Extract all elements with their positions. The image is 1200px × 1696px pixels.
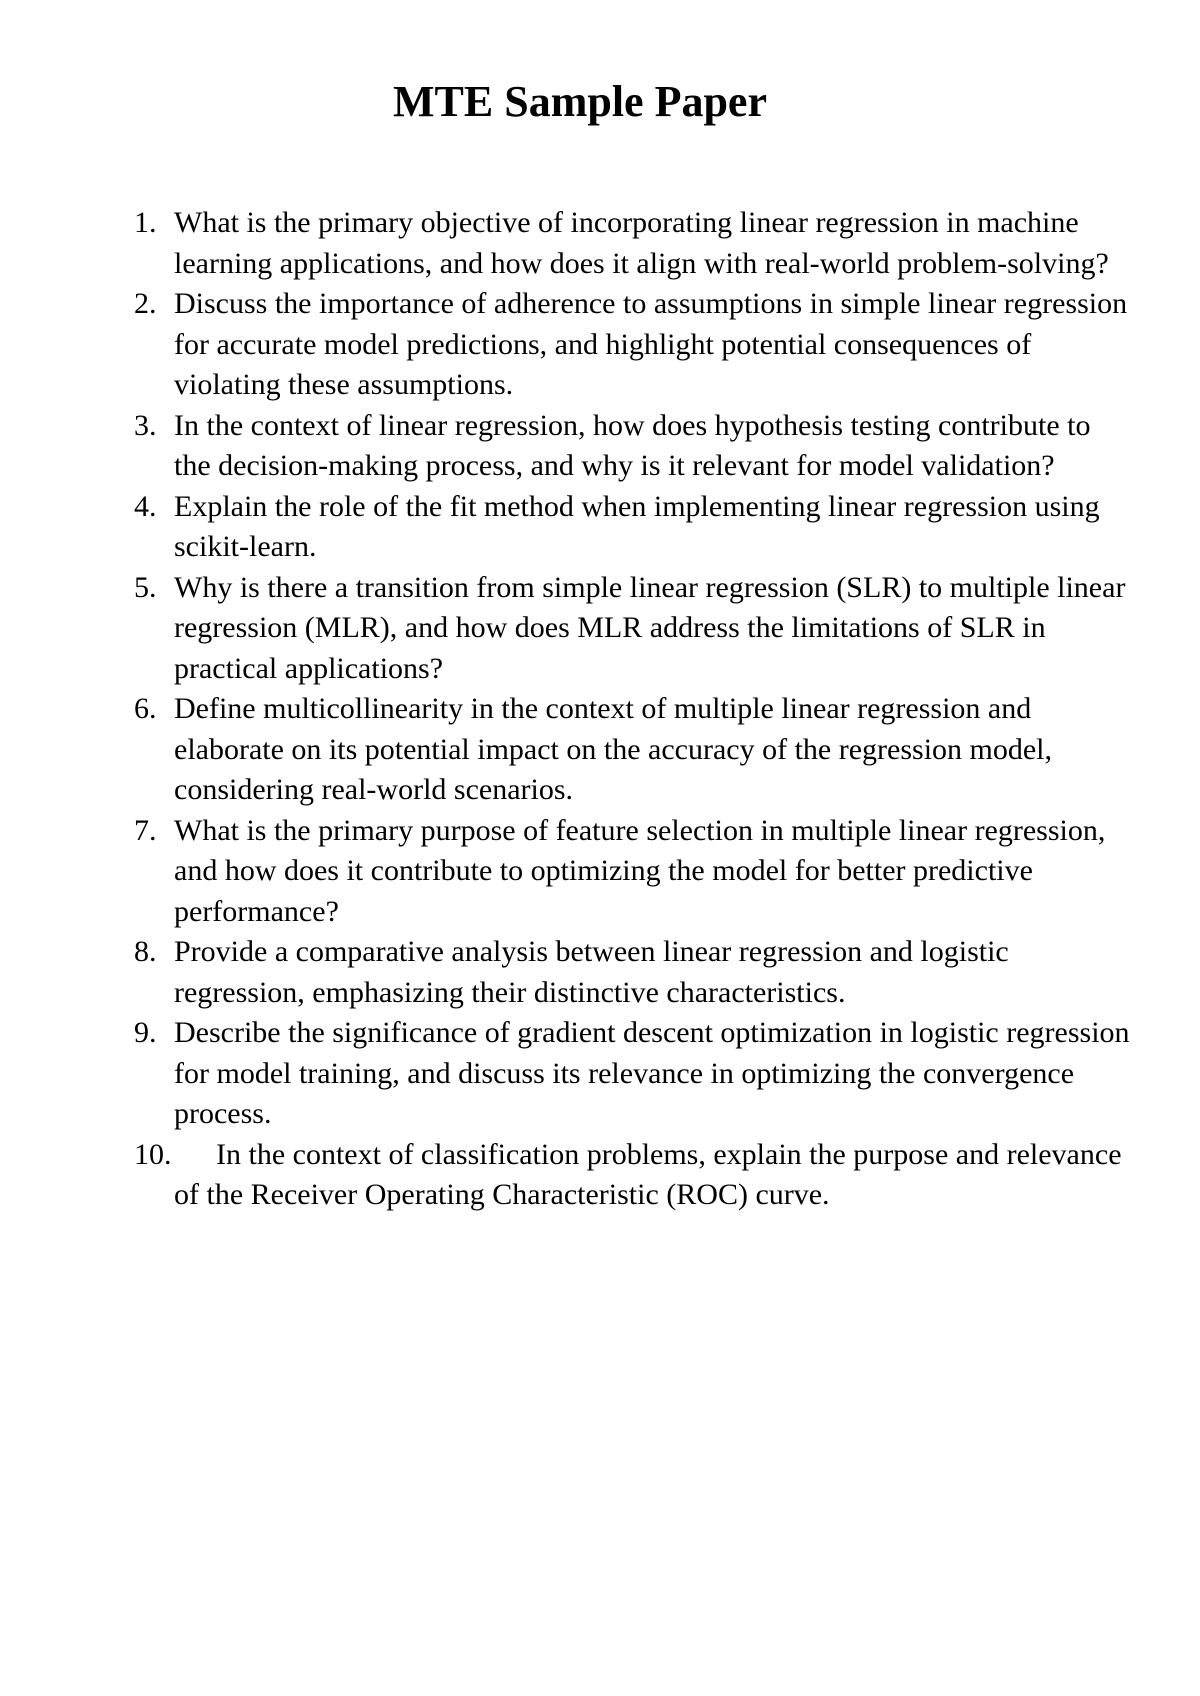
question-number: 3. (134, 408, 157, 442)
question-item (134, 203, 1134, 284)
question-item (134, 932, 1134, 1013)
question-item (134, 487, 1134, 568)
question-number: 6. (134, 692, 157, 725)
question-number: 9. (134, 1016, 157, 1049)
question-item (134, 811, 1134, 933)
question-item (134, 406, 1134, 487)
question-number: 8. (134, 935, 157, 968)
question-number: 4. (134, 489, 157, 523)
page-title: MTE Sample Paper (393, 77, 767, 126)
question-item (134, 568, 1134, 690)
question-text: What is the primary purpose of feature selection in multiple linear regression, and how does it contribute to optimizing the model for better predictive performance? (174, 813, 1106, 928)
question-text: Explain the role of the fit method when implementing linear regression using scikit-learn. (174, 489, 1100, 563)
question-item (134, 1013, 1134, 1135)
question-number: 10. (134, 1137, 172, 1171)
question-number: 5. (134, 570, 157, 604)
question-text: Provide a comparative analysis between linear regression and logistic regression, emphasizing their distinctive characteristics. (174, 935, 1009, 1009)
question-text: Describe the significance of gradient descent optimization in logistic regression for model training, and discuss its relevance in optimizing the convergence process. (174, 1016, 1130, 1130)
question-text: Why is there a transition from simple linear regression (SLR) to multiple linear regression (MLR), and how does MLR address the limitations of SLR in practical applications? (174, 570, 1126, 685)
question-text: Discuss the importance of adherence to assumptions in simple linear regression for accurate model predictions, and highlight potential consequences of violating these assumptions. (174, 287, 1128, 401)
question-item (134, 689, 1134, 811)
question-number: 2. (134, 287, 157, 320)
question-list (134, 203, 1134, 1216)
question-text: Define multicollinearity in the context of multiple linear regression and elaborate on its potential impact on the accuracy of the regression model, considering real-world scenarios. (174, 692, 1053, 806)
question-item (134, 284, 1134, 406)
question-text: In the context of classification problems, explain the purpose and relevance of the Receiver Operating Characteristic (ROC) curve. (174, 1137, 1122, 1211)
question-number: 1. (134, 206, 157, 239)
question-number: 7. (134, 813, 157, 847)
question-text: In the context of linear regression, how does hypothesis testing contribute to the decision-making process, and why is it relevant for model validation? (174, 408, 1091, 482)
question-text: What is the primary objective of incorporating linear regression in machine learning applications, and how does it align with real-world problem-solving? (174, 206, 1109, 280)
question-item (134, 1135, 1134, 1216)
